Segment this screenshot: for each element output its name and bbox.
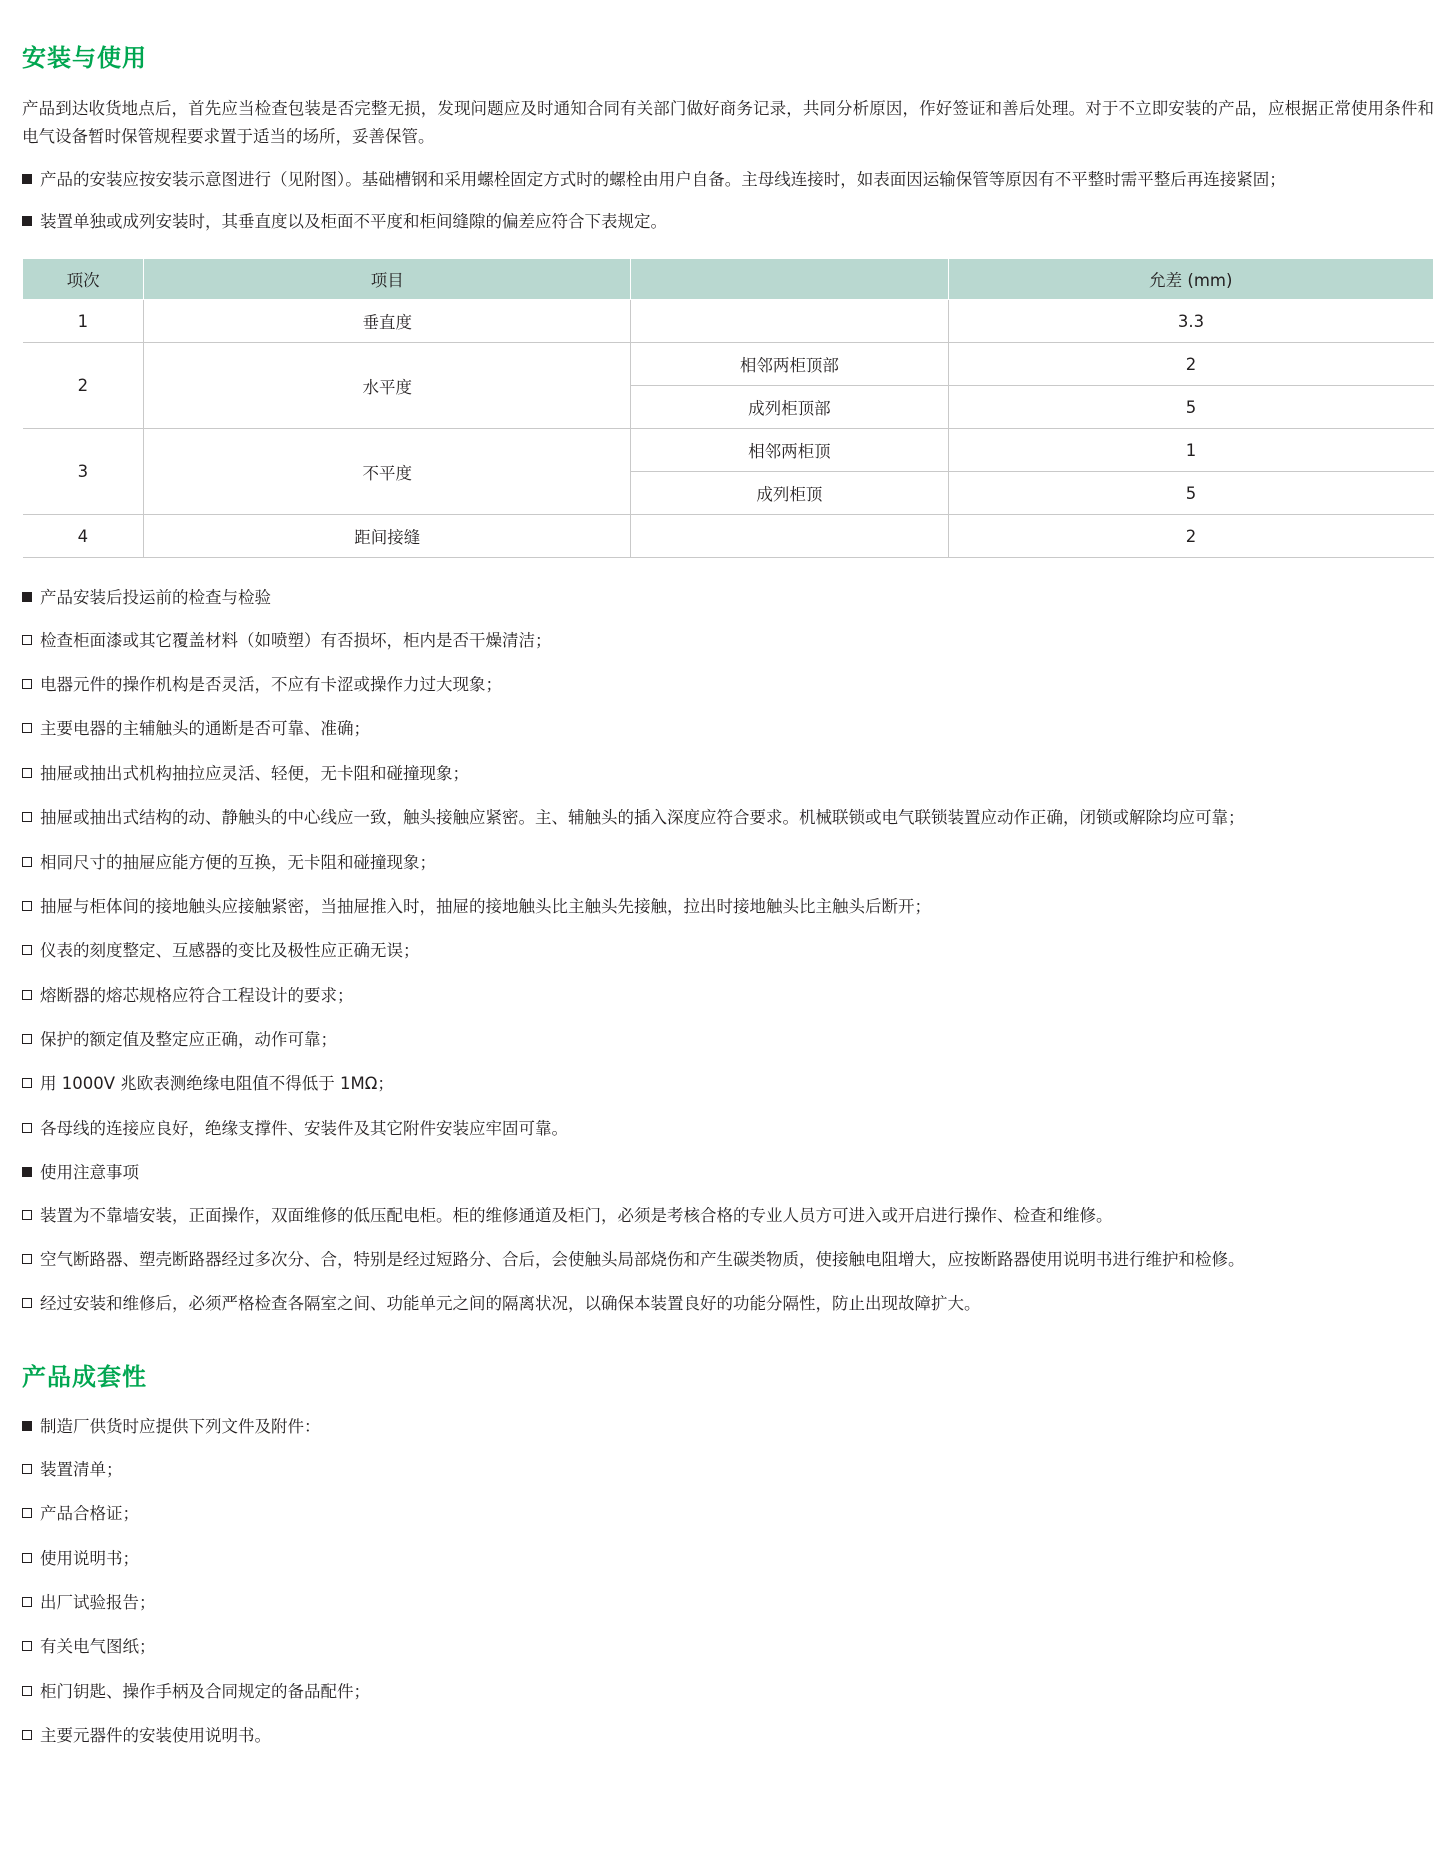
checkbox-icon[interactable] xyxy=(22,945,32,955)
row-no: 1 xyxy=(23,300,144,343)
checkbox-icon[interactable] xyxy=(22,812,32,822)
completeness-heading xyxy=(22,1413,1434,1441)
row-no: 3 xyxy=(23,429,144,515)
checkbox-icon[interactable] xyxy=(22,1553,32,1563)
install-bullet-2-text: 装置单独或成列安装时，其垂直度以及柜面不平度和柜间缝隙的偏差应符合下表规定。 xyxy=(40,211,667,231)
checkbox-icon[interactable] xyxy=(22,901,32,911)
check-item xyxy=(22,982,1434,1010)
completeness-item-text: 使用说明书； xyxy=(40,1548,139,1568)
table-header-row xyxy=(23,259,1434,300)
row-tolerance: 2 xyxy=(948,515,1433,558)
completeness-item xyxy=(22,1456,1434,1484)
checkbox-icon[interactable] xyxy=(22,768,32,778)
check-item-text: 熔断器的熔芯规格应符合工程设计的要求； xyxy=(40,985,354,1005)
check-item-text: 主要电器的主辅触头的通断是否可靠、准确； xyxy=(40,719,370,739)
check-item-text: 用 1000V 兆欧表测绝缘电阻值不得低于 1MΩ； xyxy=(40,1074,394,1094)
checkbox-icon[interactable] xyxy=(22,635,32,645)
check-item xyxy=(22,804,1434,832)
check-item-text: 仪表的刻度整定、互感器的变比及极性应正确无误； xyxy=(40,941,420,961)
completeness-item xyxy=(22,1633,1434,1661)
filled-square-icon xyxy=(22,1167,32,1177)
row-tolerance: 2 xyxy=(948,343,1433,386)
check-item-text: 各母线的连接应良好，绝缘支撑件、安装件及其它附件安装应牢固可靠。 xyxy=(40,1118,568,1138)
note-item-text: 装置为不靠墙安装，正面操作，双面维修的低压配电柜。柜的维修通道及柜门，必须是考核合格的专业人员方可进入或开启进行操作、检查和维修。 xyxy=(40,1205,1113,1225)
check-item-text: 相同尺寸的抽屉应能方便的互换，无卡阻和碰撞现象； xyxy=(40,852,436,872)
completeness-item-text: 有关电气图纸； xyxy=(40,1637,156,1657)
row-sub: 相邻两柜顶部 xyxy=(631,343,948,386)
notes-heading xyxy=(22,1159,1434,1187)
install-bullet-1 xyxy=(22,166,1434,194)
note-item-text: 经过安装和维修后，必须严格检查各隔室之间、功能单元之间的隔离状况，以确保本装置良好的功能分隔性，防止出现故障扩大。 xyxy=(40,1294,981,1314)
row-sub xyxy=(631,300,948,343)
filled-square-icon xyxy=(22,216,32,226)
check-item xyxy=(22,627,1434,655)
check-item xyxy=(22,893,1434,921)
table-row xyxy=(23,300,1434,343)
check-item-text: 电器元件的操作机构是否灵活，不应有卡涩或操作力过大现象； xyxy=(40,675,502,695)
install-bullet-1-text: 产品的安装应按安装示意图进行（见附图）。基础槽钢和采用螺栓固定方式时的螺栓由用户自备。主母线连接时，如表面因运输保管等原因有不平整时需平整后再连接紧固； xyxy=(40,169,1286,189)
row-sub xyxy=(631,515,948,558)
checkbox-icon[interactable] xyxy=(22,1210,32,1220)
checkbox-icon[interactable] xyxy=(22,1123,32,1133)
row-tolerance: 3.3 xyxy=(948,300,1433,343)
check-item-text: 检查柜面漆或其它覆盖材料（如喷塑）有否损坏，柜内是否干燥清洁； xyxy=(40,630,552,650)
check-heading-text: 产品安装后投运前的检查与检验 xyxy=(40,588,271,608)
checkbox-icon[interactable] xyxy=(22,990,32,1000)
check-item-text: 保护的额定值及整定应正确，动作可靠； xyxy=(40,1030,337,1050)
row-sub: 成列柜顶 xyxy=(631,472,948,515)
completeness-item-text: 产品合格证； xyxy=(40,1504,139,1524)
row-item: 不平度 xyxy=(144,429,631,515)
checkbox-icon[interactable] xyxy=(22,1034,32,1044)
check-item xyxy=(22,760,1434,788)
filled-square-icon xyxy=(22,174,32,184)
note-item-text: 空气断路器、塑壳断路器经过多次分、合，特别是经过短路分、合后，会使触头局部烧伤和产生碳类物质，使接触电阻增大，应按断路器使用说明书进行维护和检修。 xyxy=(40,1249,1245,1269)
check-item xyxy=(22,671,1434,699)
checkbox-icon[interactable] xyxy=(22,679,32,689)
checkbox-icon[interactable] xyxy=(22,1730,32,1740)
row-sub: 成列柜顶部 xyxy=(631,386,948,429)
row-tolerance: 1 xyxy=(948,429,1433,472)
table-row xyxy=(23,515,1434,558)
row-no: 2 xyxy=(23,343,144,429)
table-row xyxy=(23,343,1434,386)
row-tolerance: 5 xyxy=(948,472,1433,515)
filled-square-icon xyxy=(22,1421,32,1431)
completeness-item-text: 主要元器件的安装使用说明书。 xyxy=(40,1726,271,1746)
completeness-item-text: 柜门钥匙、操作手柄及合同规定的备品配件； xyxy=(40,1681,370,1701)
check-item xyxy=(22,849,1434,877)
row-item: 距间接缝 xyxy=(144,515,631,558)
check-item xyxy=(22,1070,1434,1098)
checkbox-icon[interactable] xyxy=(22,1686,32,1696)
row-no: 4 xyxy=(23,515,144,558)
check-heading xyxy=(22,584,1434,612)
check-item xyxy=(22,1115,1434,1143)
row-sub: 相邻两柜顶 xyxy=(631,429,948,472)
tolerance-table xyxy=(22,258,1434,558)
table-header-no: 项次 xyxy=(23,259,144,300)
check-item xyxy=(22,937,1434,965)
note-item xyxy=(22,1202,1434,1230)
table-header-item: 项目 xyxy=(144,259,631,300)
tolerance-table-head xyxy=(23,259,1434,300)
table-row xyxy=(23,429,1434,472)
completeness-heading-text: 制造厂供货时应提供下列文件及附件： xyxy=(40,1417,321,1437)
completeness-item xyxy=(22,1678,1434,1706)
checkbox-icon[interactable] xyxy=(22,1508,32,1518)
checkbox-icon[interactable] xyxy=(22,1298,32,1308)
completeness-item xyxy=(22,1722,1434,1750)
checkbox-icon[interactable] xyxy=(22,1641,32,1651)
tolerance-table-body xyxy=(23,300,1434,558)
check-item-text: 抽屉或抽出式结构的动、静触头的中心线应一致，触头接触应紧密。主、辅触头的插入深度应符合要求。机械联锁或电气联锁装置应动作正确，闭锁或解除均应可靠； xyxy=(40,808,1245,828)
filled-square-icon xyxy=(22,592,32,602)
row-item: 水平度 xyxy=(144,343,631,429)
completeness-item xyxy=(22,1500,1434,1528)
checkbox-icon[interactable] xyxy=(22,1597,32,1607)
check-item xyxy=(22,715,1434,743)
completeness-item xyxy=(22,1545,1434,1573)
notes-heading-text: 使用注意事项 xyxy=(40,1163,139,1183)
checkbox-icon[interactable] xyxy=(22,1464,32,1474)
check-item-text: 抽屉与柜体间的接地触头应接触紧密，当抽屉推入时，抽屉的接地触头比主触头先接触，拉出时接地触头比主触头后断开； xyxy=(40,896,931,916)
check-item xyxy=(22,1026,1434,1054)
row-tolerance: 5 xyxy=(948,386,1433,429)
table-header-tolerance: 允差 (mm) xyxy=(948,259,1433,300)
note-item xyxy=(22,1290,1434,1318)
checkbox-icon[interactable] xyxy=(22,857,32,867)
check-item-text: 抽屉或抽出式机构抽拉应灵活、轻便，无卡阻和碰撞现象； xyxy=(40,763,469,783)
table-header-sub xyxy=(631,259,948,300)
note-item xyxy=(22,1246,1434,1274)
completeness-title: 产品成套性 xyxy=(22,1362,147,1391)
intro-paragraph: 产品到达收货地点后，首先应当检查包装是否完整无损，发现问题应及时通知合同有关部门做好商务记录，共同分析原因，作好签证和善后处理。对于不立即安装的产品，应根据正常使用条件和电气设备暂时保管规程要求置于适当的场所，妥善保管。 xyxy=(22,98,1434,147)
page-title: 安装与使用 xyxy=(22,44,147,72)
checkbox-icon[interactable] xyxy=(22,1254,32,1264)
completeness-item xyxy=(22,1589,1434,1617)
completeness-item-text: 出厂试验报告； xyxy=(40,1592,156,1612)
row-item: 垂直度 xyxy=(144,300,631,343)
checkbox-icon[interactable] xyxy=(22,1078,32,1088)
completeness-item-text: 装置清单； xyxy=(40,1459,123,1479)
install-bullet-2 xyxy=(22,208,1434,236)
checkbox-icon[interactable] xyxy=(22,723,32,733)
